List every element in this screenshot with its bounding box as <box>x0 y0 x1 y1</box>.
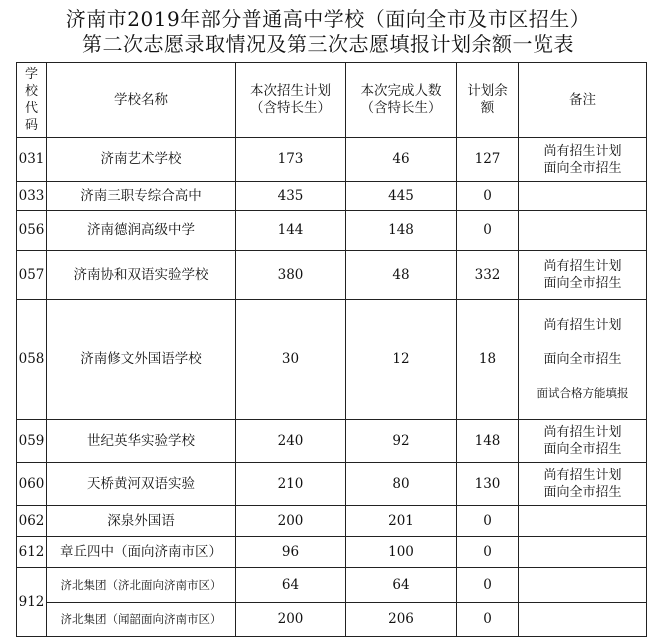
cell-completed: 206 <box>346 603 457 637</box>
cell-remaining: 0 <box>457 506 519 537</box>
cell-code: 033 <box>17 182 47 211</box>
cell-remaining: 0 <box>457 211 519 251</box>
table-row <box>17 603 647 637</box>
cell-code: 056 <box>17 211 47 251</box>
header-remaining: 计划余 额 <box>457 63 519 138</box>
cell-completed: 12 <box>346 300 457 420</box>
header-completed: 本次完成人数 （含特长生） <box>346 63 457 138</box>
cell-remaining: 18 <box>457 300 519 420</box>
cell-school-name: 天桥黄河双语实验 <box>47 463 236 506</box>
quota-table <box>16 62 647 637</box>
cell-code: 058 <box>17 300 47 420</box>
cell-plan: 240 <box>236 420 346 463</box>
note-line: 尚有招生计划 <box>543 318 622 333</box>
table-row <box>17 537 647 568</box>
title-line-2: 第二次志愿录取情况及第三次志愿填报计划余额一览表 <box>82 32 574 56</box>
cell-school-name: 济南协和双语实验学校 <box>47 251 236 300</box>
cell-plan: 96 <box>236 537 346 568</box>
cell-school-name: 济南修文外国语学校 <box>47 300 236 420</box>
cell-code: 057 <box>17 251 47 300</box>
table-row <box>17 463 647 506</box>
header-school-name: 学校名称 <box>47 63 236 138</box>
cell-code: 062 <box>17 506 47 537</box>
cell-completed: 46 <box>346 138 457 182</box>
cell-school-name: 济南德润高级中学 <box>47 211 236 251</box>
cell-school-name: 济南艺术学校 <box>47 138 236 182</box>
cell-plan: 200 <box>236 506 346 537</box>
cell-remaining: 130 <box>457 463 519 506</box>
cell-code: 912 <box>17 568 47 637</box>
cell-remaining: 127 <box>457 138 519 182</box>
header-note: 备注 <box>519 63 647 138</box>
cell-code: 060 <box>17 463 47 506</box>
cell-plan: 435 <box>236 182 346 211</box>
cell-remaining: 148 <box>457 420 519 463</box>
cell-remaining: 0 <box>457 603 519 637</box>
cell-plan: 173 <box>236 138 346 182</box>
cell-completed: 92 <box>346 420 457 463</box>
cell-remaining: 332 <box>457 251 519 300</box>
cell-code: 059 <box>17 420 47 463</box>
cell-code: 612 <box>17 537 47 568</box>
cell-plan: 200 <box>236 603 346 637</box>
cell-note <box>519 506 647 537</box>
note-line: 面试合格方能填报 <box>536 386 629 400</box>
cell-note <box>519 568 647 603</box>
note-line: 面向全市招生 <box>543 352 622 367</box>
cell-completed: 100 <box>346 537 457 568</box>
cell-note <box>519 300 647 420</box>
cell-school-name: 济北集团（闻韶面向济南市区） <box>47 603 236 637</box>
cell-completed: 445 <box>346 182 457 211</box>
cell-completed: 48 <box>346 251 457 300</box>
cell-plan: 380 <box>236 251 346 300</box>
cell-note <box>519 211 647 251</box>
cell-school-name: 济南三职专综合高中 <box>47 182 236 211</box>
table-row <box>17 420 647 463</box>
cell-school-name: 济北集团（济北面向济南市区） <box>47 568 236 603</box>
table-row <box>17 138 647 182</box>
cell-completed: 201 <box>346 506 457 537</box>
cell-note <box>519 603 647 637</box>
table-row <box>17 182 647 211</box>
cell-completed: 148 <box>346 211 457 251</box>
cell-plan: 64 <box>236 568 346 603</box>
cell-note: 尚有招生计划 面向全市招生 <box>519 251 647 300</box>
table-row <box>17 211 647 251</box>
cell-remaining: 0 <box>457 568 519 603</box>
cell-plan: 144 <box>236 211 346 251</box>
table-row <box>17 251 647 300</box>
document-title <box>0 0 656 57</box>
header-school-code: 学 校 代 码 <box>17 63 47 138</box>
cell-plan: 210 <box>236 463 346 506</box>
cell-note: 尚有招生计划 面向全市招生 <box>519 138 647 182</box>
cell-completed: 64 <box>346 568 457 603</box>
cell-school-name: 深泉外国语 <box>47 506 236 537</box>
header-plan: 本次招生计划 （含特长生） <box>236 63 346 138</box>
table-row <box>17 506 647 537</box>
cell-note <box>519 537 647 568</box>
cell-note <box>519 182 647 211</box>
cell-completed: 80 <box>346 463 457 506</box>
cell-school-name: 章丘四中（面向济南市区） <box>47 537 236 568</box>
title-line-1: 济南市2019年部分普通高中学校（面向全市及市区招生） <box>65 7 591 31</box>
cell-school-name: 世纪英华实验学校 <box>47 420 236 463</box>
cell-remaining: 0 <box>457 182 519 211</box>
cell-note: 尚有招生计划 面向全市招生 <box>519 463 647 506</box>
cell-plan: 30 <box>236 300 346 420</box>
cell-note: 尚有招生计划 面向全市招生 <box>519 420 647 463</box>
cell-code: 031 <box>17 138 47 182</box>
cell-remaining: 0 <box>457 537 519 568</box>
table-row <box>17 300 647 420</box>
table-row <box>17 568 647 603</box>
table-header-row <box>17 63 647 138</box>
